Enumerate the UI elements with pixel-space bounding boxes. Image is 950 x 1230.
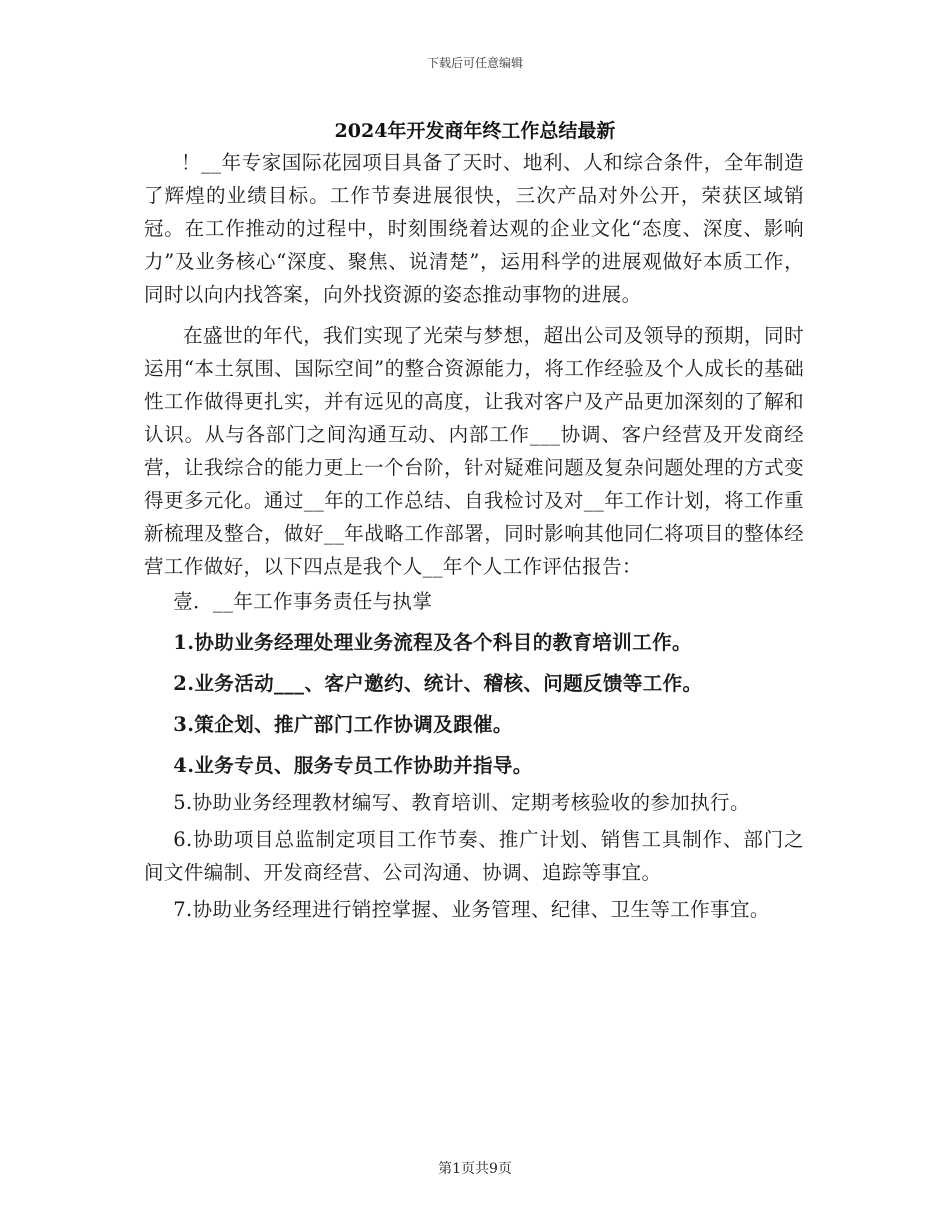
list-item-6: 6.协助项目总监制定项目工作节奏、推广计划、销售工具制作、部门之间文件编制、开发商经营、公司沟通、协调、追踪等事宜。 <box>144 828 804 884</box>
list-item-1: 1.协助业务经理处理业务流程及各个科目的教育培训工作。 <box>173 631 692 654</box>
list-item-3: 3.策企划、推广部门工作协调及跟催。 <box>173 713 513 736</box>
list-item-4: 4.业务专员、服务专员工作协助并指导。 <box>173 754 533 777</box>
list-item-5: 5.协助业务经理教材编写、教育培训、定期考核验收的参加执行。 <box>173 791 750 814</box>
document-body <box>144 146 804 926</box>
list-item-7: 7.协助业务经理进行销控掌握、业务管理、纪律、卫生等工作事宜。 <box>173 898 770 921</box>
page-header-note: 下载后可任意编辑 <box>426 56 523 70</box>
paragraph-review: 在盛世的年代，我们实现了光荣与梦想，超出公司及领导的预期，同时运用“本土氛围、国际空间”的整合资源能力，将工作经验及个人成长的基础性工作做得更扎实，并有远见的高度，让我对客户及产品更加深刻的了解和认识。从与各部门之间沟通互动、内部工作___协调、客户经营及开发商经营，让我综合的能力更上一个台阶，针对疑难问题及复杂问题处理的方式变得更多元化。通过__年的工作总结、自我检讨及对__年工作计划，将工作重新梳理及整合，做好__年战略工作部署，同时影响其他同仁将项目的整体经营工作做好，以下四点是我个人__年个人工作评估报告： <box>144 324 804 578</box>
section-heading: 壹．__年工作事务责任与执掌 <box>173 590 433 613</box>
page-number: 第1页共9页 <box>438 1161 512 1177</box>
list-item-2: 2.业务活动___、客户邀约、统计、稽核、问题反馈等工作。 <box>173 672 703 695</box>
document-title: 2024年开发商年终工作总结最新 <box>334 120 616 142</box>
paragraph-intro: ！__年专家国际花园项目具备了天时、地利、人和综合条件，全年制造了辉煌的业绩目标。工作节奏进展很快，三次产品对外公开，荣获区域销冠。在工作推动的过程中，时刻围绕着达观的企业文化“态度、深度、影响力”及业务核心“深度、聚焦、说清楚”，运用科学的进展观做好本质工作，同时以向内找答案，向外找资源的姿态推动事物的进展。 <box>144 151 804 306</box>
